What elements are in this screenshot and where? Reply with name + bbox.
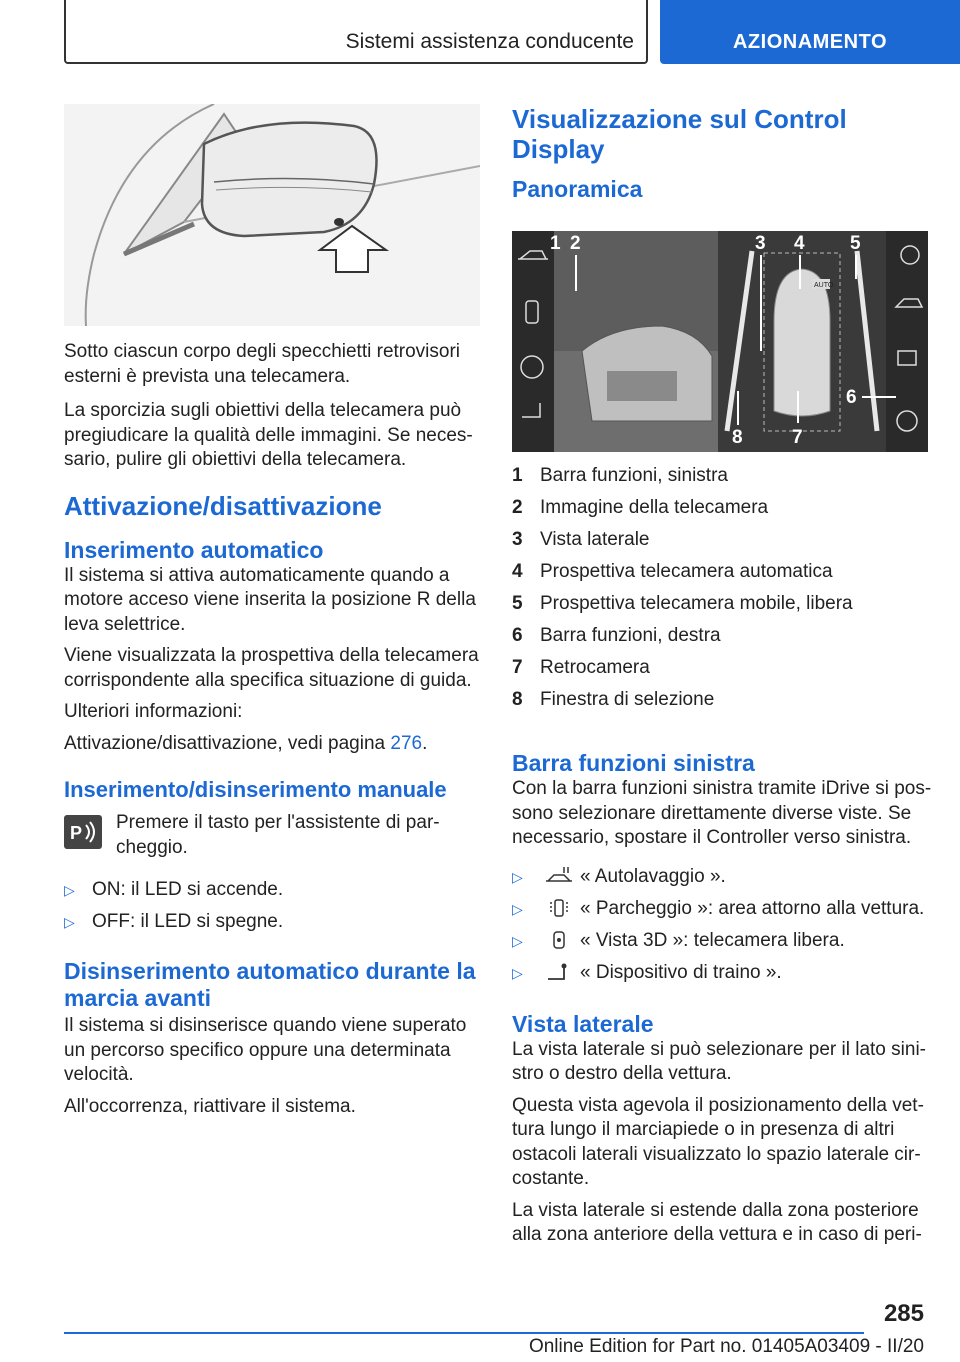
- control-display-screenshot: [512, 231, 928, 452]
- bullet-triangle-icon: ▷: [512, 964, 523, 981]
- legend-item: 3 Vista laterale: [512, 529, 650, 550]
- page-reference: Attivazione/disattivazione, vedi pagina 276.: [64, 732, 428, 754]
- car-wash-icon: [544, 865, 574, 887]
- heading-manual-activation: Inserimento/disinserimento manuale: [64, 777, 447, 802]
- side-view-text-1: La vista laterale si può selezionare per il lato sini-stro o destro della vettura.: [512, 1038, 926, 1084]
- park-assist-button-icon: [64, 815, 102, 849]
- side-view-text-3: La vista laterale si estende dalla zona posteriore alla zona anteriore della vettura e in caso di peri-: [512, 1199, 922, 1245]
- svg-text:P: P: [70, 823, 83, 843]
- heading-auto-deactivation: Disinserimento automatico durante la marcia avanti: [64, 958, 476, 1011]
- list-item-on: ▷ ON: il LED si accende.: [64, 879, 284, 900]
- header-chapter-title: AZIONAMENTO: [732, 31, 887, 53]
- callout-6: 6: [846, 387, 857, 408]
- legend-item: 5 Prospettiva telecamera mobile, libera: [512, 593, 853, 614]
- further-info-label: Ulteriori informazioni:: [64, 701, 243, 722]
- bullet-triangle-icon: ▷: [512, 900, 523, 917]
- bullet-3d-view: ▷ « Vista 3D »: telecamera libera.: [512, 929, 845, 951]
- legend-item: 7 Retrocamera: [512, 657, 650, 678]
- auto-deactivation-text-2: All'occorrenza, riattivare il sistema.: [64, 1095, 356, 1117]
- legend-item: 4 Prospettiva telecamera automatica: [512, 561, 833, 582]
- callout-7: 7: [792, 427, 803, 448]
- 3d-view-icon: [544, 929, 574, 951]
- legend-item: 6 Barra funzioni, destra: [512, 625, 721, 646]
- footer-edition: Online Edition for Part no. 01405A03409 - II/20: [528, 1336, 924, 1357]
- footer-divider: [64, 1332, 864, 1334]
- heading-activation: Attivazione/disattivazione: [64, 490, 382, 521]
- legend-list: [512, 464, 932, 720]
- mirror-illustration-svg: [64, 104, 480, 326]
- legend-item: 1 Barra funzioni, sinistra: [512, 465, 728, 486]
- callout-2: 2: [570, 233, 581, 254]
- bullet-triangle-icon: ▷: [64, 914, 75, 930]
- bullet-towing: ▷ « Dispositivo di traino ».: [512, 961, 782, 983]
- heading-overview: Panoramica: [512, 176, 643, 202]
- callout-5: 5: [850, 233, 861, 254]
- side-view-text-2: Questa vista agevola il posizionamento della vet-tura lungo il marciapiede o in presenza di altri ostacoli laterali visualizzato lo spazio laterale cir-costante.: [512, 1094, 924, 1189]
- auto-deactivation-text-1: Il sistema si disinserisce quando viene superato un percorso specifico oppure una determinata velocità.: [64, 1015, 467, 1085]
- callout-3: 3: [755, 233, 766, 254]
- auto-activation-text-2: Viene visualizzata la prospettiva della telecamera corrispondente alla specifica situazione di guida.: [64, 645, 479, 691]
- callout-4: 4: [794, 233, 805, 254]
- heading-left-function-bar: Barra funzioni sinistra: [512, 750, 755, 776]
- list-item-off: ▷ OFF: il LED si spegne.: [64, 911, 284, 932]
- bullet-triangle-icon: ▷: [512, 932, 523, 949]
- bullet-parking: ▷ « Parcheggio »: area attorno alla vettura.: [512, 897, 925, 919]
- control-display-svg: [512, 231, 928, 452]
- callout-8: 8: [732, 427, 743, 448]
- heading-control-display: Visualizzazione sul Control Display: [512, 104, 847, 164]
- page-number: 285: [883, 1300, 924, 1327]
- header-section-tab: [64, 0, 648, 64]
- caption-camera-location: Sotto ciascun corpo degli specchietti retrovisori esterni è prevista una telecamera.: [64, 341, 461, 387]
- bullet-car-wash: ▷ « Autolavaggio ».: [512, 865, 726, 887]
- auto-activation-text-1: Il sistema si attiva automaticamente quando a motore acceso viene inserita la posizione R della leva selettrice.: [64, 564, 476, 635]
- caption-camera-dirt: La sporcizia sugli obiettivi della telecamera può pregiudicare la qualità delle immagini. Se neces-sario, pulire gli obiettivi della telecamera.: [64, 400, 473, 470]
- parking-view-icon: [544, 897, 574, 919]
- heading-auto-activation: Inserimento automatico: [64, 536, 324, 563]
- heading-side-view: Vista laterale: [512, 1010, 654, 1037]
- page-reference-link[interactable]: 276: [390, 732, 423, 754]
- legend-item: 2 Immagine della telecamera: [512, 497, 769, 518]
- left-function-bar-text: Con la barra funzioni sinistra tramite iDrive si pos-sono selezionare direttamente diverse viste. Se necessario, spostare il Controller verso sinistra.: [512, 778, 932, 848]
- auto-badge: AUTO: [814, 282, 834, 289]
- header-section-title: Sistemi assistenza conducente: [345, 30, 634, 53]
- header-chapter-tab: [660, 0, 960, 64]
- tow-hitch-icon: [544, 961, 574, 983]
- bullet-triangle-icon: ▷: [64, 882, 75, 898]
- legend-item: 8 Finestra di selezione: [512, 689, 715, 710]
- mirror-camera-illustration: [64, 104, 480, 326]
- callout-1: 1: [550, 233, 561, 254]
- manual-activation-text: Premere il tasto per l'assistente di par-cheggio.: [116, 812, 440, 858]
- bullet-triangle-icon: ▷: [512, 868, 523, 885]
